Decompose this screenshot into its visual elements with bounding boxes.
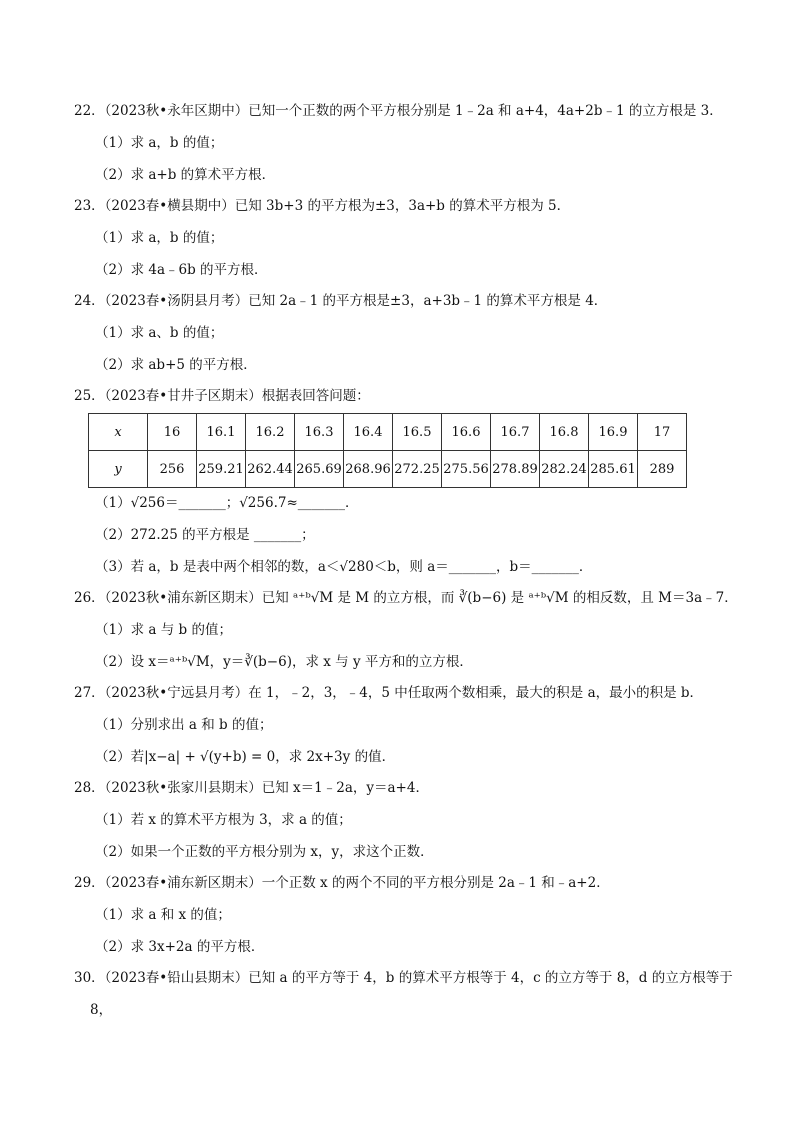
q26-part2: （2）设 x＝ᵃ⁺ᵇ√M，y＝∛(b−6)，求 x 与 y 平方和的立方根．: [95, 654, 473, 670]
q28-part1: （1）若 x 的算术平方根为 3，求 a 的值；: [95, 812, 352, 828]
q25-part1: （1）√256＝_______；√256.7≈_______．: [95, 495, 359, 511]
table-cell: 16.6: [442, 414, 491, 451]
table-cell: 16.8: [540, 414, 589, 451]
q24-part1: （1）求 a、b 的值；: [95, 325, 224, 341]
table-cell: 268.96: [344, 451, 393, 488]
q27-stem: 27．（2023秋•宁远县月考）在 1，﹣2，3，﹣4，5 中任取两个数相乘，最大的积是 a，最小的积是 b．: [74, 685, 704, 701]
table-cell: 275.56: [442, 451, 491, 488]
table-row-y: [89, 451, 687, 488]
q29-part1: （1）求 a 和 x 的值；: [95, 907, 231, 923]
q26-part1: （1）求 a 与 b 的值；: [95, 622, 232, 638]
q22-part2: （2）求 a+b 的算术平方根．: [95, 167, 276, 183]
q23-stem: 23．（2023春•横县期中）已知 3b+3 的平方根为±3，3a+b 的算术平方根为 5．: [74, 198, 571, 214]
table-cell: 16.5: [393, 414, 442, 451]
table-cell: 16.9: [589, 414, 638, 451]
square-table: [88, 413, 687, 488]
table-cell: 16: [148, 414, 197, 451]
q22-part1: （1）求 a，b 的值；: [95, 135, 224, 151]
table-cell: 16.2: [246, 414, 295, 451]
table-cell: 16.7: [491, 414, 540, 451]
q25-part3: （3）若 a，b 是表中两个相邻的数，a＜√280＜b，则 a＝_______，b＝_______．: [95, 559, 593, 575]
q25-stem: 25．（2023春•甘井子区期末）根据表回答问题：: [74, 388, 370, 404]
table-cell: 259.21: [197, 451, 246, 488]
table-cell: 289: [638, 451, 687, 488]
table-cell: 285.61: [589, 451, 638, 488]
q23-part2: （2）求 4a﹣6b 的平方根．: [95, 262, 268, 278]
table-cell: 16.1: [197, 414, 246, 451]
q23-part1: （1）求 a，b 的值；: [95, 230, 224, 246]
q25-part2: （2）272.25 的平方根是 _______；: [95, 527, 315, 543]
q24-stem: 24．（2023春•汤阴县月考）已知 2a﹣1 的平方根是±3，a+3b﹣1 的算术平方根是 4．: [74, 293, 608, 309]
q28-stem: 28．（2023秋•张家川县期末）已知 x＝1﹣2a，y＝a+4．: [74, 780, 429, 796]
table-header-y: y: [89, 451, 148, 488]
table-cell: 256: [148, 451, 197, 488]
q30-continuation: 8，: [90, 1002, 113, 1018]
table-cell: 16.4: [344, 414, 393, 451]
q27-part1: （1）分别求出 a 和 b 的值；: [95, 717, 273, 733]
table-cell: 278.89: [491, 451, 540, 488]
table-cell: 17: [638, 414, 687, 451]
table-header-x: x: [89, 414, 148, 451]
table-cell: 272.25: [393, 451, 442, 488]
q22-stem: 22．（2023秋•永年区期中）已知一个正数的两个平方根分别是 1﹣2a 和 a+4，4a+2b﹣1 的立方根是 3．: [74, 103, 723, 119]
q26-stem: 26．（2023秋•浦东新区期末）已知 ᵃ⁺ᵇ√M 是 M 的立方根，而 ∛(b−6) 是 ᵃ⁺ᵇ√M 的相反数，且 M＝3a﹣7．: [74, 590, 738, 606]
table-cell: 282.24: [540, 451, 589, 488]
q27-part2: （2）若|x−a| + √(y+b) = 0，求 2x+3y 的值．: [95, 749, 396, 765]
table-cell: 262.44: [246, 451, 295, 488]
q29-stem: 29．（2023春•浦东新区期末）一个正数 x 的两个不同的平方根分别是 2a﹣1 和﹣a+2．: [74, 875, 610, 891]
table-row-x: [89, 414, 687, 451]
q30-stem: 30．（2023春•铅山县期末）已知 a 的平方等于 4，b 的算术平方根等于 4，c 的立方等于 8，d 的立方根等于: [74, 970, 733, 986]
q29-part2: （2）求 3x+2a 的平方根．: [95, 939, 265, 955]
table-cell: 265.69: [295, 451, 344, 488]
q28-part2: （2）如果一个正数的平方根分别为 x，y，求这个正数．: [95, 844, 434, 860]
q24-part2: （2）求 ab+5 的平方根．: [95, 357, 257, 373]
table-cell: 16.3: [295, 414, 344, 451]
